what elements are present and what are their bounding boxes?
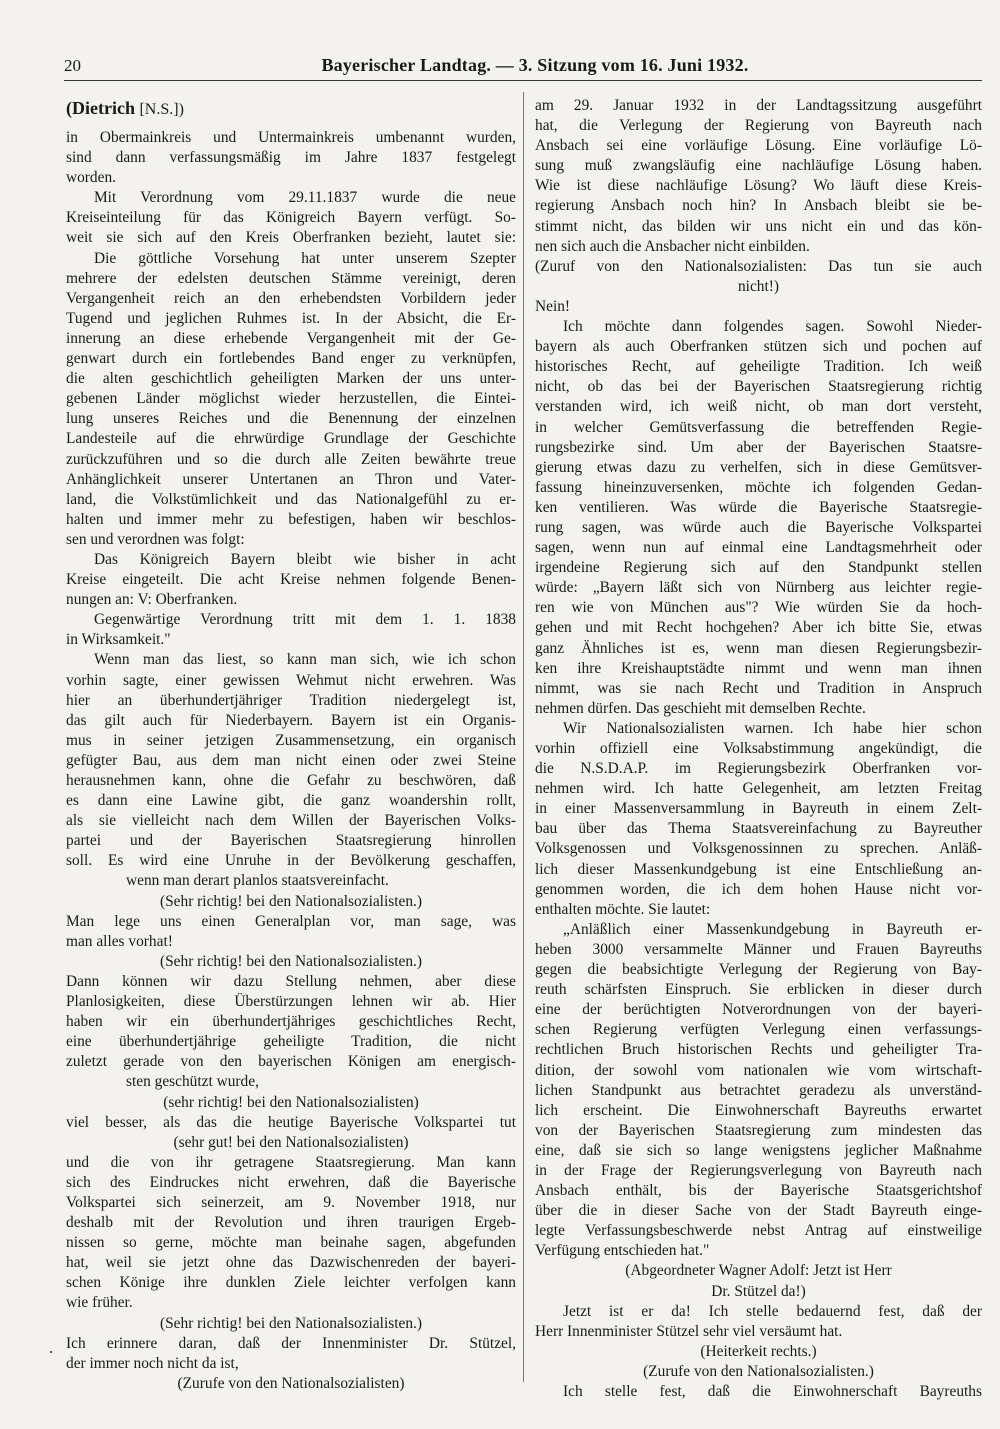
speaker-name: (Dietrich (66, 98, 135, 118)
text-line: rungsbezirke sind. Um aber der Bayerischen Staatsre- (535, 438, 982, 456)
right-column-text (535, 96, 982, 1402)
text-line: deshalb mit der Revolution und ihren traurigen Ergeb- (66, 1214, 516, 1232)
text-line: nungen an: V: Oberfranken. (66, 591, 238, 609)
text-line: gefügter Bau, aus dem man nicht einen oder zwei Steine (66, 751, 516, 769)
text-line: die N.S.D.A.P. im Regierungsbezirk Oberfranken vor- (535, 760, 982, 778)
text-line: Ansbach sei eine vorläufige Lösung. Eine vorläufige Lö- (535, 137, 982, 155)
text-line: nehmen dürfen. Das geschieht mit demselben Rechte. (535, 699, 866, 717)
text-line: zurückzuführen und so die durch alle Zeiten bewährte treue (66, 450, 516, 468)
text-line: hat, die Verlegung der Regierung von Bayreuth nach (535, 117, 982, 135)
text-line: reuth schärfsten Einspruch. Sie erblicken in dieser durch (535, 981, 982, 999)
text-line: nimmt, was sie nach Recht und Tradition in Anspruch (535, 679, 982, 697)
text-line: Dann können wir dazu Stellung nehmen, aber diese (66, 972, 516, 990)
text-line: eine überhundertjährige geheiligte Tradition, die nicht (66, 1033, 516, 1051)
speaker-heading (66, 96, 516, 122)
text-line: (sehr richtig! bei den Nationalsozialisten) (163, 1093, 419, 1111)
text-line: innerung an diese erhebende Vergangenheit mit der Ge- (66, 329, 516, 347)
running-header: Bayerischer Landtag. — 3. Sitzung vom 16. Juni 1932. (321, 55, 749, 75)
text-line: in der Frage der Regierungsverlegung von Bayreuth nach (535, 1161, 982, 1179)
text-line: Ich möchte dann folgendes sagen. Sowohl Nieder- (563, 318, 982, 336)
text-line: das gilt auch für Niederbayern. Bayern ist ein Organis- (66, 711, 516, 729)
text-line: sich des Eindruckes nicht erwehren, daß die Bayerische (66, 1173, 516, 1191)
text-line: Volkspartei sich seinerzeit, am 9. November 1918, nur (66, 1193, 516, 1211)
text-line: eine, daß sie sich so lange wenigstens jeglicher Maßnahme (535, 1141, 982, 1159)
column-divider (523, 92, 524, 1382)
left-column (66, 96, 516, 1394)
text-line: (Zurufe von den Nationalsozialisten.) (643, 1362, 874, 1380)
text-line: sen und verordnen was folgt: (66, 530, 245, 548)
text-line: Mit Verordnung vom 29.11.1837 wurde die neue (94, 189, 516, 207)
text-line: Kreiseinteilung für das Königreich Bayern verfügt. So- (66, 209, 516, 227)
text-line: Dr. Stützel da!) (711, 1282, 806, 1300)
text-line: Ich stelle fest, daß die Einwohnerschaft Bayreuths (563, 1383, 982, 1400)
text-line: würde: „Bayern läßt sich von Nürnberg aus leichter regie- (535, 579, 982, 597)
text-line: Ansbach enthält, bis der Bayerische Staatsgerichtshof (535, 1182, 982, 1200)
text-line: in Wirksamkeit." (66, 631, 171, 649)
text-line: Volksgenossen und Volksgenossinnen zu sprechen. Anläß- (535, 840, 982, 858)
text-line: (Heiterkeit rechts.) (700, 1342, 817, 1360)
text-line: nicht, ob das bei der Bayerischen Staatsregierung richtig (535, 378, 982, 396)
text-line: gegen die beabsichtigte Verlegung der Regierung von Bay- (535, 961, 982, 979)
text-line: ren wie von München aus"? Wie würden Sie da hoch- (535, 599, 982, 617)
text-line: nen sich auch die Ansbacher nicht einbilden. (535, 237, 810, 255)
text-line: gebenen Länder möglichst wieder herzustellen, die Eintei- (66, 390, 516, 408)
text-line: irgendeine Regierung sich auf den Standpunkt stellen (535, 559, 982, 577)
text-line: lichen Standpunkt aus betrachtet geradezu als unverständ- (535, 1081, 982, 1099)
text-line: schen Könige ihre dunklen Ziele leichter verfolgen kann (66, 1274, 516, 1292)
text-line: als sie vielleicht nach dem Willen der Bayerischen Volks- (66, 812, 516, 830)
text-line: Herr Innenminister Stützel sehr viel versäumt hat. (535, 1322, 843, 1340)
text-line: wenn man derart planlos staatsvereinfacht. (126, 872, 389, 890)
text-line: genommen worden, die ich dem hohen Hause nicht vor- (535, 880, 982, 898)
text-line: gehen und mit Recht hochgehen? Aber ich bitte Sie, etwas (535, 619, 982, 637)
text-line: sind dann verfassungsmäßig im Jahre 1837 festgelegt (66, 149, 516, 167)
text-line: nissen so gerne, möchte man beinahe sagen, abgefunden (66, 1234, 516, 1252)
text-line: partei und der Bayerischen Staatsregierung hinrollen (66, 832, 516, 850)
text-line: bayern als auch Oberfranken stützen sich und pochen auf (535, 338, 982, 356)
text-line: und die von ihr getragene Staatsregierung. Man kann (66, 1153, 516, 1171)
left-column-text (66, 128, 516, 1394)
text-line: (Abgeordneter Wagner Adolf: Jetzt ist Herr (625, 1262, 892, 1280)
text-line: (Sehr richtig! bei den Nationalsozialisten.) (160, 1314, 422, 1332)
text-line: hier an überhundertjähriger Tradition niedergelegt ist, (66, 691, 516, 709)
text-line: (Zuruf von den Nationalsozialisten: Das tun sie auch (535, 257, 982, 275)
text-line: genwart durch ein fortlebendes Band enger zu verknüpfen, (66, 350, 516, 368)
text-line: Kreise eingeteilt. Die acht Kreise nehmen folgende Benen- (66, 571, 516, 589)
text-line: stimmt nicht, das bilden wir uns nicht ein und das kön- (535, 217, 982, 235)
text-line: Jetzt ist er da! Ich stelle bedauernd fest, daß der (563, 1302, 982, 1320)
text-line: ken ventilieren. Was würde die Bayerische Staatsregie- (535, 498, 982, 516)
text-line: vorhin sagte, einer gewissen Wehmut nicht erwehren. Was (66, 671, 516, 689)
text-line: es dann eine Lawine gibt, die ganz woandershin rollt, (66, 792, 516, 810)
text-line: Planlosigkeiten, diese Überstürzungen lehnen wir ab. Hier (66, 993, 516, 1011)
text-line: schen Regierung verfügten Verlegung einen verfassungs- (535, 1021, 982, 1039)
text-line: vorhin offiziell eine Volksabstimmung angekündigt, die (535, 740, 982, 757)
text-line: lung unseres Reiches und die Benennung der einzelnen (66, 410, 516, 428)
text-line: fassung hineinzuversenken, möchte ich folgenden Gedan- (535, 478, 982, 496)
text-line: Anhänglichkeit unserer Untertanen an Thron und Vater- (66, 470, 516, 488)
text-line: sung muß zwangsläufig eine nachläufige Lösung haben. (535, 157, 982, 175)
text-line: man alles vorhat! (66, 932, 173, 950)
text-line: land, die Volkstümlichkeit und das Nationalgefühl zu er- (66, 490, 516, 508)
text-line: Landesteile auf die ehrwürdige Grundlage der Geschichte (66, 430, 516, 448)
text-line: soll. Es wird eine Unruhe in der Bevölkerung geschaffen, (66, 852, 516, 870)
text-line: hat, weil sie jetzt ohne das Dazwischenreden der bayeri- (66, 1254, 516, 1272)
text-line: (sehr gut! bei den Nationalsozialisten) (173, 1133, 409, 1151)
text-line: Nein! (535, 297, 571, 315)
text-line: lich dieser Massenkundgebung ist eine Entschließung an- (535, 860, 982, 878)
text-line: Wie ist diese nachläufige Lösung? Wo läuft diese Kreis- (535, 177, 982, 195)
text-line: Vergangenheit reich an den erhebendsten Vorbildern jeder (66, 289, 516, 307)
speaker-party: [N.S.]) (139, 101, 184, 118)
text-line: gierung etwas dazu zu verhelfen, sich in diese Gemütsver- (535, 458, 982, 476)
text-line: enthalten möchte. Sie lautet: (535, 900, 711, 918)
text-line: Die göttliche Vorsehung hat unter unserem Szepter (94, 249, 516, 267)
text-line: ken ihre Kreishauptstädte nimmt und wenn man ihnen (535, 659, 982, 677)
page-number: 20 (64, 56, 81, 75)
text-line: in einer Massenversammlung in Bayreuth in einem Zelt- (535, 800, 982, 818)
text-line: bau über das Thema Staatsvereinfachung zu Bayreuther (535, 820, 982, 838)
text-line: wie früher. (66, 1294, 133, 1312)
text-line: haben wir ein überhundertjähriges geschichtliches Recht, (66, 1013, 516, 1031)
text-line: die alten geschichtlich geheiligten Marken der uns unter- (66, 370, 516, 388)
text-line: nehmen wird. Ich hatte Gelegenheit, am letzten Freitag (535, 780, 982, 798)
text-line: rechtlichen Bruch historischen Rechts und geheiligter Tra- (535, 1041, 982, 1059)
text-line: Man lege uns einen Generalplan vor, man sage, was (66, 912, 516, 930)
stray-mark (50, 1351, 52, 1353)
text-line: Das Königreich Bayern bleibt wie bisher in acht (94, 550, 516, 568)
text-line: von der Bayerischen Staatsregierung zum mindesten das (535, 1121, 982, 1139)
text-line: eine der berüchtigten Notverordnungen von der bayeri- (535, 1001, 982, 1019)
text-line: worden. (66, 169, 117, 187)
text-line: (Zurufe von den Nationalsozialisten) (177, 1374, 405, 1392)
header-rule (64, 80, 982, 81)
text-line: lich erscheint. Die Einwohnerschaft Bayreuths erwartet (535, 1101, 982, 1119)
text-line: heben 3000 versammelte Männer und Frauen Bayreuths (535, 940, 982, 958)
right-column (535, 96, 982, 1402)
text-line: Wir Nationalsozialisten warnen. Ich habe hier schon (563, 719, 982, 737)
text-line: regierung Ansbach noch hin? In Ansbach bleibt sie be- (535, 197, 982, 215)
text-line: nicht!) (737, 277, 780, 295)
text-line: (Sehr richtig! bei den Nationalsozialisten.) (160, 892, 422, 910)
text-line: „Anläßlich einer Massenkundgebung in Bayreuth er- (563, 920, 982, 938)
text-line: (Sehr richtig! bei den Nationalsozialisten.) (160, 952, 422, 970)
text-line: mus in seiner jetzigen Zusammensetzung, ein organisch (66, 731, 516, 749)
text-line: in welcher Gemütsverfassung die betreffenden Regie- (535, 418, 982, 436)
text-line: viel besser, als das die heutige Bayerische Volkspartei tut (66, 1113, 516, 1131)
text-line: zuletzt gerade von den bayerischen Königen am energisch- (66, 1053, 516, 1071)
text-line: Gegenwärtige Verordnung tritt mit dem 1. 1. 1838 (94, 611, 516, 629)
text-line: ganz Ähnliches ist es, wenn man diesen Regierungsbezir- (535, 639, 982, 657)
text-line: verstanden wird, ich weiß nicht, ob man dort versteht, (535, 398, 982, 416)
text-line: sten geschützt wurde, (126, 1073, 259, 1091)
text-line: herausnehmen kann, ohne die Gefahr zu beschwören, daß (66, 772, 516, 789)
text-line: Wenn man das liest, so kann man sich, wie ich schon (94, 651, 516, 669)
text-line: in Obermainkreis und Untermainkreis umbenannt wurden, (66, 129, 516, 146)
text-line: halten und immer mehr zu befestigen, haben wir beschlos- (66, 510, 516, 528)
text-line: sagen, wenn nun auf einmal eine Landtagsmehrheit oder (535, 539, 982, 557)
text-line: weit sie sich auf den Kreis Oberfranken bezieht, lautet sie: (66, 229, 516, 247)
text-line: Tugend und jeglichen Ruhmes ist. In der Absicht, die Er- (66, 309, 516, 327)
text-line: legte Verfassungsbeschwerde nebst Antrag auf einstweilige (535, 1222, 982, 1240)
text-line: Ich erinnere daran, daß der Innenminister Dr. Stützel, (66, 1334, 516, 1352)
text-line: über die in dieser Sache von der Stadt Bayreuth einge- (535, 1202, 982, 1220)
text-line: Verfügung entschieden hat." (535, 1242, 710, 1260)
text-line: rung sagen, was würde auch die Bayerische Volkspartei (535, 518, 982, 536)
text-line: mehrere der edelsten deutschen Stämme vereinigt, deren (66, 269, 516, 287)
text-line: der immer noch nicht da ist, (66, 1354, 239, 1372)
text-line: dition, der sowohl vom nationalen wie vom wirtschaft- (535, 1061, 982, 1079)
text-line: am 29. Januar 1932 in der Landtagssitzung ausgeführt (535, 97, 982, 114)
text-line: historisches Recht, auf geheiligte Tradition. Ich weiß (535, 358, 982, 376)
